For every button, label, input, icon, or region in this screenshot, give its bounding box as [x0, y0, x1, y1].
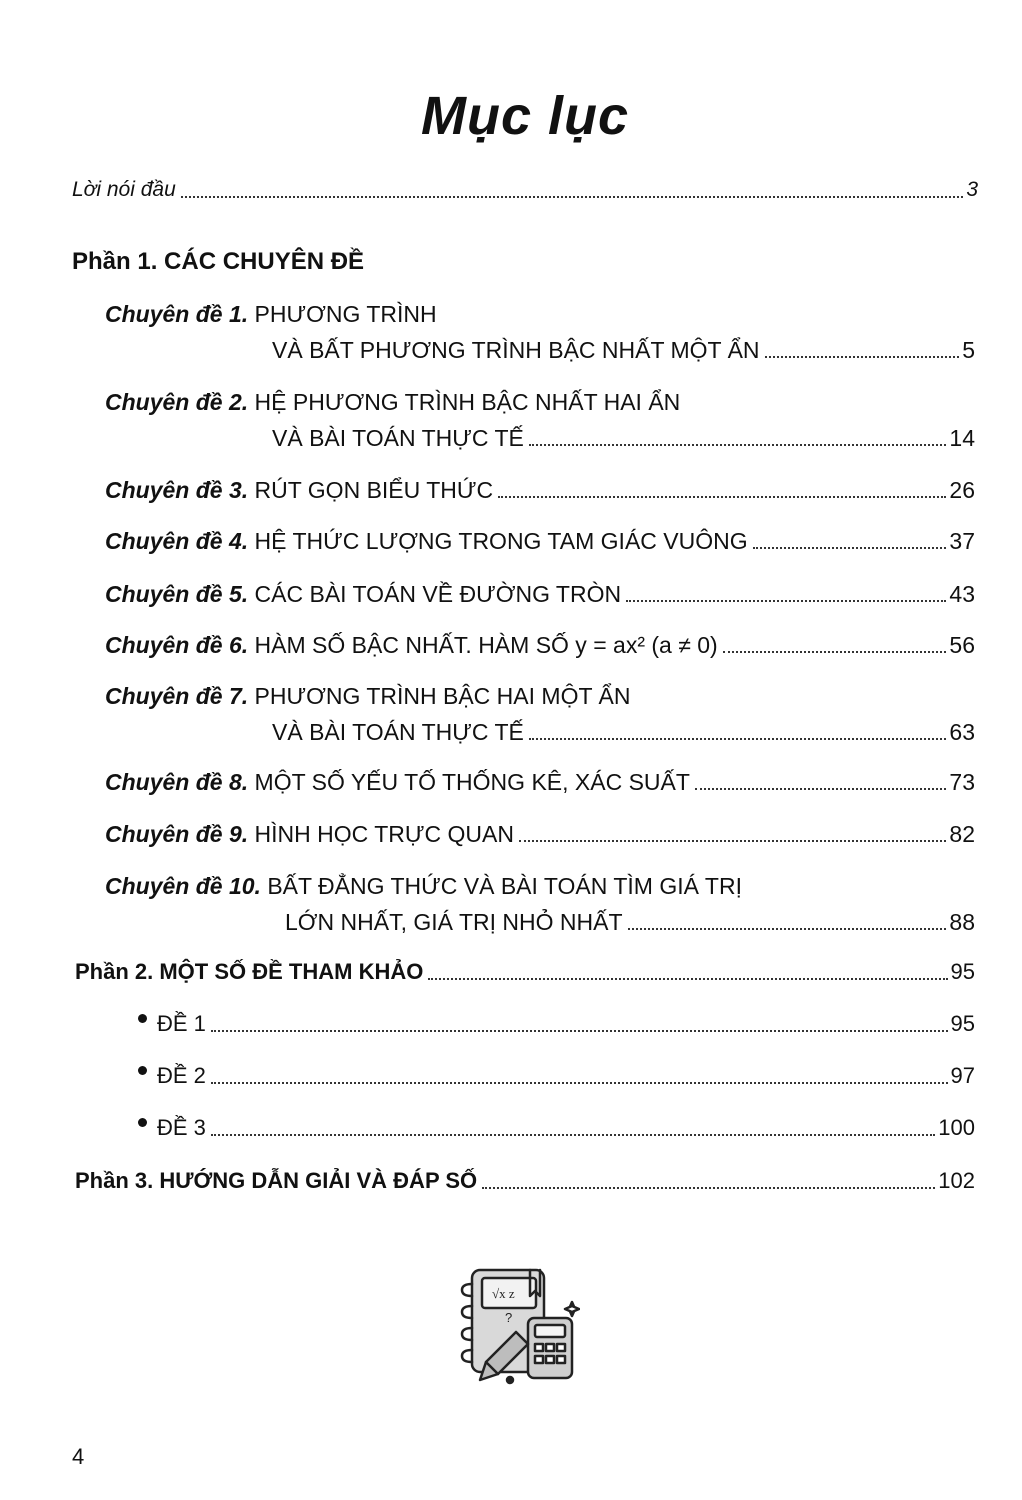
toc-entry-part2[interactable]	[75, 958, 975, 986]
page-title: Mục lục	[420, 86, 630, 146]
entry-page: 14	[949, 425, 975, 451]
part1-heading	[72, 248, 364, 276]
toc-entry-topic-3[interactable]	[105, 476, 975, 506]
topic-title: MỘT SỐ YẾU TỐ THỐNG KÊ, XÁC SUẤT	[254, 769, 690, 795]
dot-leader	[626, 600, 946, 602]
topic-title-line1: PHƯƠNG TRÌNH	[254, 301, 437, 327]
bullet-icon	[138, 1118, 147, 1127]
topic-title-line1: BẤT ĐẲNG THỨC VÀ BÀI TOÁN TÌM GIÁ TRỊ	[267, 873, 742, 899]
dot-leader	[181, 196, 964, 198]
dot-leader	[498, 496, 946, 498]
entry-page: 3	[966, 178, 978, 201]
dot-leader	[211, 1134, 935, 1136]
toc-entry-topic-1[interactable]	[105, 300, 975, 370]
topic-label: Chuyên đề 2.	[105, 389, 249, 415]
entry-page: 5	[962, 337, 975, 363]
dot-leader	[765, 356, 960, 358]
toc-entry-topic-2[interactable]	[105, 388, 975, 458]
topic-title-line2: VÀ BÀI TOÁN THỰC TẾ	[272, 425, 524, 451]
entry-page: 37	[949, 528, 975, 554]
entry-label: ĐỀ 1	[157, 1011, 206, 1036]
dot-leader	[211, 1082, 948, 1084]
dot-leader	[519, 840, 946, 842]
entry-page: 88	[949, 909, 975, 935]
entry-page: 26	[949, 477, 975, 503]
math-notebook-icon	[450, 1262, 580, 1387]
topic-title: HỆ THỨC LƯỢNG TRONG TAM GIÁC VUÔNG	[254, 528, 748, 554]
topic-label: Chuyên đề 4.	[105, 528, 249, 554]
icon-sqrt-text: √x z	[492, 1286, 515, 1301]
topic-label: Chuyên đề 6.	[105, 632, 249, 658]
entry-page: 63	[949, 719, 975, 745]
toc-entry-topic-10[interactable]	[105, 872, 975, 942]
topic-title-line2: VÀ BÀI TOÁN THỰC TẾ	[272, 719, 524, 745]
topic-title-line2: VÀ BẤT PHƯƠNG TRÌNH BẬC NHẤT MỘT ẨN	[272, 337, 760, 363]
dot-leader	[428, 978, 947, 980]
toc-entry-topic-7[interactable]	[105, 682, 975, 752]
dot-leader	[753, 547, 947, 549]
bullet-icon	[138, 1066, 147, 1075]
entry-label: ĐỀ 2	[157, 1063, 206, 1088]
entry-page: 43	[949, 581, 975, 607]
dot-leader	[695, 788, 946, 790]
dot-leader	[529, 444, 947, 446]
toc-entry-topic-9[interactable]	[105, 820, 975, 850]
topic-label: Chuyên đề 5.	[105, 581, 249, 607]
entry-page: 82	[949, 821, 975, 847]
entry-page: 102	[938, 1168, 975, 1193]
entry-label: Lời nói đầu	[72, 178, 176, 201]
dot-leader	[211, 1030, 948, 1032]
entry-label: ĐỀ 3	[157, 1115, 206, 1140]
entry-page: 73	[949, 769, 975, 795]
topic-title-line1: PHƯƠNG TRÌNH BẬC HAI MỘT ẨN	[254, 683, 631, 709]
toc-entry-topic-4[interactable]	[105, 527, 975, 557]
topic-label: Chuyên đề 3.	[105, 477, 249, 503]
entry-page: 95	[950, 959, 975, 984]
part2-heading: Phần 2. MỘT SỐ ĐỀ THAM KHẢO	[75, 959, 424, 984]
icon-question-mark: ?	[505, 1310, 513, 1325]
topic-title-line1: HỆ PHƯƠNG TRÌNH BẬC NHẤT HAI ẨN	[254, 389, 681, 415]
part1-heading-text: Phần 1. CÁC CHUYÊN ĐỀ	[72, 248, 365, 275]
topic-title: HÀM SỐ BẬC NHẤT. HÀM SỐ y = ax² (a ≠ 0)	[254, 632, 718, 658]
toc-entry-foreword[interactable]	[72, 176, 978, 204]
topic-title: CÁC BÀI TOÁN VỀ ĐƯỜNG TRÒN	[254, 581, 622, 607]
toc-entry-de-2[interactable]	[138, 1062, 975, 1090]
toc-entry-topic-5[interactable]	[105, 580, 975, 610]
toc-entry-de-1[interactable]	[138, 1010, 975, 1038]
entry-page: 100	[938, 1115, 975, 1140]
topic-label: Chuyên đề 7.	[105, 683, 249, 709]
entry-page: 97	[950, 1063, 975, 1088]
entry-page: 95	[950, 1011, 975, 1036]
part3-heading: Phần 3. HƯỚNG DẪN GIẢI VÀ ĐÁP SỐ	[75, 1168, 478, 1193]
topic-title: RÚT GỌN BIỂU THỨC	[254, 477, 494, 503]
toc-entry-topic-6[interactable]	[105, 631, 975, 661]
toc-entry-de-3[interactable]	[138, 1114, 975, 1142]
topic-label: Chuyên đề 8.	[105, 769, 249, 795]
topic-title: HÌNH HỌC TRỰC QUAN	[254, 821, 514, 847]
dot-leader	[529, 738, 947, 740]
page-number: 4	[72, 1444, 85, 1469]
topic-label: Chuyên đề 9.	[105, 821, 249, 847]
bullet-icon	[138, 1014, 147, 1023]
toc-entry-part3[interactable]	[75, 1167, 975, 1195]
dot-leader	[628, 928, 947, 930]
dot-leader	[723, 651, 947, 653]
entry-page: 56	[949, 632, 975, 658]
topic-label: Chuyên đề 1.	[105, 301, 249, 327]
dot-leader	[482, 1187, 935, 1189]
topic-title-line2: LỚN NHẤT, GIÁ TRỊ NHỎ NHẤT	[285, 909, 623, 935]
topic-label: Chuyên đề 10.	[105, 873, 261, 899]
toc-entry-topic-8[interactable]	[105, 768, 975, 798]
